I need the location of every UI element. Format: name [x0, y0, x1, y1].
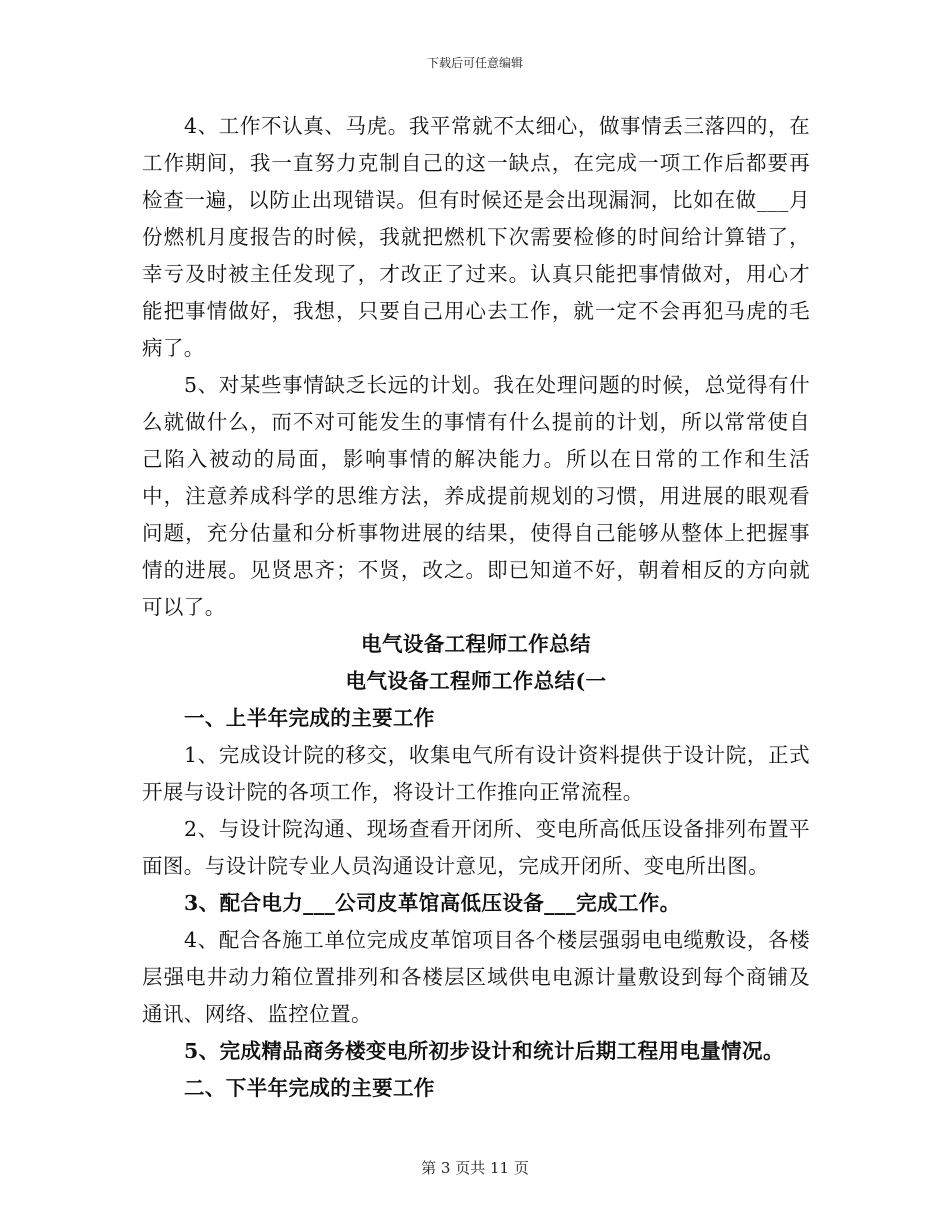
- heading-first-half: 一、上半年完成的主要工作: [184, 706, 435, 730]
- paragraph-item-4: 4、工作不认真、马虎。我平常就不太细心，做事情丢三落四的，在工作期间，我一直努力克制自己的这一缺点，在完成一项工作后都要再检查一遍，以防止出现错误。但有时候还是会出现漏洞，比如在做___月份燃机月度报告的时候，我就把燃机下次需要检修的时间给计算错了，幸亏及时被主任发现了，才改正了过来。认真只能把事情做对，用心才能把事情做好，我想，只要自己用心去工作，就一定不会再犯马虎的毛病了。: [142, 114, 810, 360]
- document-body: [142, 108, 810, 1107]
- list-item-3: 3、配合电力___公司皮革馆高低压设备___完成工作。: [184, 891, 681, 915]
- list-item-2: 2、与设计院沟通、现场查看开闭所、变电所高低压设备排列布置平面图。与设计院专业人员沟通设计意见，完成开闭所、变电所出图。: [142, 817, 810, 878]
- heading-second-half: 二、下半年完成的主要工作: [184, 1076, 435, 1100]
- page-header: 下载后可任意编辑: [426, 56, 523, 70]
- list-item-5: 5、完成精品商务楼变电所初步设计和统计后期工程用电量情况。: [184, 1039, 784, 1063]
- paragraph-item-5: 5、对某些事情缺乏长远的计划。我在处理问题的时候，总觉得有什么就做什么，而不对可能发生的事情有什么提前的计划，所以常常使自己陷入被动的局面，影响事情的解决能力。所以在日常的工作和生活中，注意养成科学的思维方法，养成提前规划的习惯，用进展的眼观看问题，充分估量和分析事物进展的结果，使得自己能够从整体上把握事情的进展。见贤思齐；不贤，改之。即已知道不好，朝着相反的方向就可以了。: [142, 373, 810, 619]
- section-title: 电气设备工程师工作总结: [361, 632, 591, 656]
- page-footer: 第 3 页共 11 页: [421, 1159, 529, 1177]
- section-subtitle: 电气设备工程师工作总结(一: [345, 669, 607, 693]
- list-item-4: 4、配合各施工单位完成皮革馆项目各个楼层强弱电电缆敷设，各楼层强电井动力箱位置排列和各楼层区域供电电源计量敷设到每个商铺及通讯、网络、监控位置。: [142, 928, 810, 1026]
- list-item-1: 1、完成设计院的移交，收集电气所有设计资料提供于设计院，正式开展与设计院的各项工作，将设计工作推向正常流程。: [142, 743, 810, 804]
